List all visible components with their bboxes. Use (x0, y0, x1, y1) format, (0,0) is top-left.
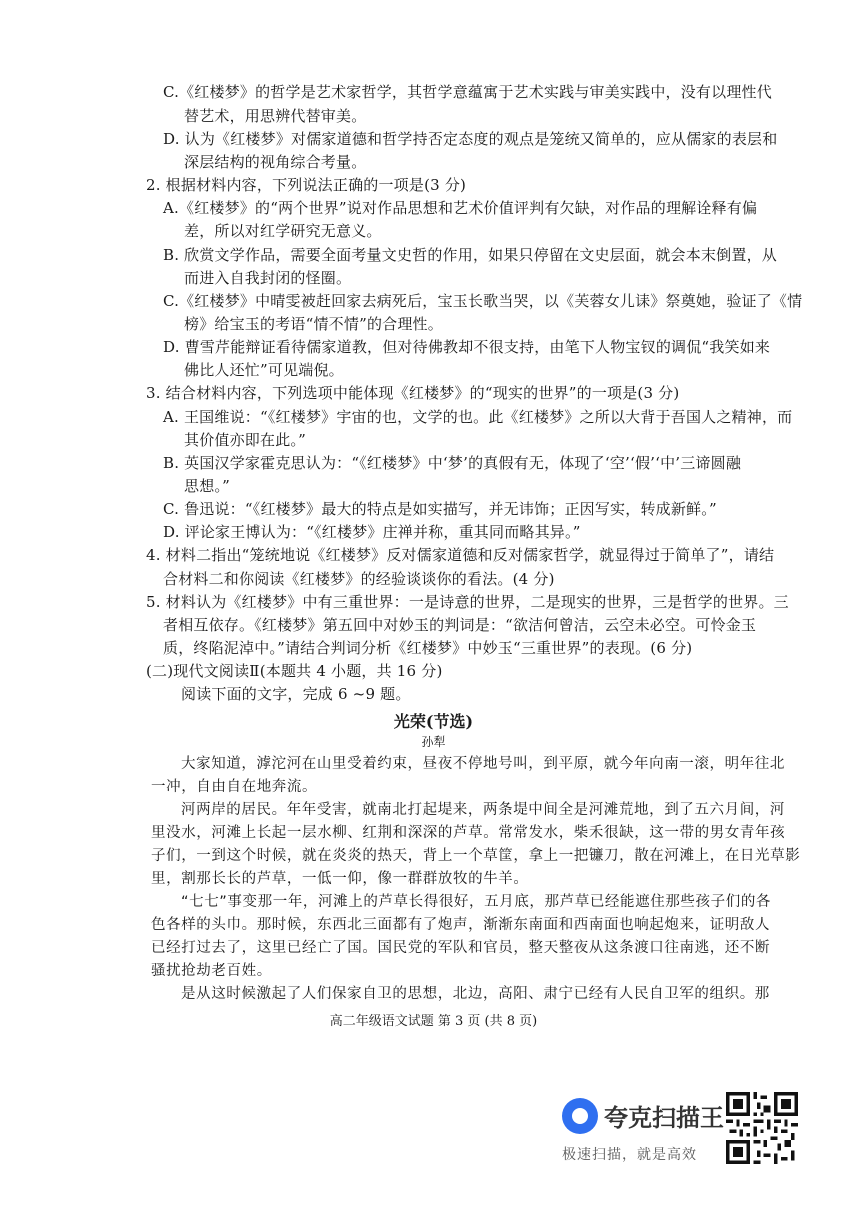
quark-scanner-logo-icon (562, 1098, 598, 1134)
story-title: 光荣(节选) (393, 712, 474, 731)
q3-option-c: C. 鲁迅说：“《红楼梦》最大的特点是如实描写，并无讳饰；正因写实，转成新鲜。” (163, 500, 717, 518)
story-paragraph-1-cont: 一冲，自由自在地奔流。 (151, 779, 318, 795)
q3-option-b: B. 英国汉学家霍克思认为：“《红楼梦》中‘梦’的真假有无，体现了‘空’‘假’‘中’三谛圆融 (163, 454, 742, 472)
story-paragraph-2-cont-3: 里，割那长长的芦草，一低一仰，像一群群放牧的牛羊。 (151, 871, 529, 887)
q1-option-d-cont: 深层结构的视角综合考量。 (184, 153, 367, 171)
q2-option-b: B. 欣赏文学作品，需要全面考量文史哲的作用，如果只停留在文史层面，就会本末倒置，从 (163, 246, 777, 264)
scanner-watermark (560, 1092, 800, 1170)
q5-stem-cont-2: 质，终陷泥淖中。”请结合判词分析《红楼梦》中妙玉“三重世界”的表现。(6 分) (163, 639, 693, 657)
story-paragraph-3-cont-3: 骚扰抢劫老百姓。 (151, 963, 272, 979)
story-paragraph-3-cont-1: 色各样的头巾。那时候，东西北三面都有了炮声，渐渐东南面和西南面也响起炮来，证明敌人 (151, 917, 771, 933)
story-paragraph-3: “七七”事变那一年，河滩上的芦草长得很好，五月底，那芦草已经能遮住那些孩子们的各 (181, 894, 772, 910)
watermark-title: 夸克扫描王 (604, 1104, 724, 1132)
q3-option-d: D. 评论家王博认为：“《红楼梦》庄禅并称，重其同而略其异。” (163, 523, 581, 541)
q1-option-c: C.《红楼梦》的哲学是艺术家哲学，其哲学意蕴寓于艺术实践与审美实践中，没有以理性代 (163, 83, 772, 101)
page-footer: 高二年级语文试题 第 3 页 (共 8 页) (329, 1014, 538, 1029)
q3-stem: 3. 结合材料内容，下列选项中能体现《红楼梦》的“现实的世界”的一项是(3 分) (146, 384, 680, 402)
q2-option-d: D. 曹雪芹能辩证看待儒家道教，但对待佛教却不很支持，由笔下人物宝钗的调侃“我笑如来 (163, 338, 771, 356)
qr-code-icon (726, 1092, 798, 1164)
q1-option-c-cont: 替艺术，用思辨代替审美。 (184, 107, 367, 125)
story-paragraph-4: 是从这时候激起了人们保家自卫的思想，北边，高阳、肃宁已经有人民自卫军的组织。那 (181, 986, 770, 1002)
q2-option-a-cont: 差，所以对红学研究无意义。 (184, 222, 382, 240)
watermark-slogan: 极速扫描，就是高效 (562, 1147, 697, 1163)
q2-option-a: A.《红楼梦》的“两个世界”说对作品思想和艺术价值评判有欠缺，对作品的理解诠释有偏 (163, 199, 758, 217)
story-paragraph-2-cont-1: 里没水，河滩上长起一层水柳、红荆和深深的芦草。常常发水，柴禾很缺，这一带的男女青年孩 (151, 825, 786, 841)
story-paragraph-3-cont-2: 已经打过去了，这里已经亡了国。国民党的军队和官员，整天整夜从这条渡口往南逃，还不断 (151, 940, 771, 956)
section-2-instruction: 阅读下面的文字，完成 6 ~9 题。 (181, 685, 411, 703)
section-2-heading: (二)现代文阅读Ⅱ(本题共 4 小题，共 16 分) (146, 662, 443, 680)
q3-option-a: A. 王国维说：“《红楼梦》宇宙的也，文学的也。此《红楼梦》之所以大背于吾国人之精神，而 (163, 408, 793, 426)
q1-option-d: D. 认为《红楼梦》对儒家道德和哲学持否定态度的观点是笼统又简单的，应从儒家的表层和 (163, 130, 778, 148)
q2-option-c: C.《红楼梦》中晴雯被赶回家去病死后，宝玉长歌当哭，以《芙蓉女儿诔》祭奠她，验证了《情 (163, 292, 803, 310)
q5-stem: 5. 材料认为《红楼梦》中有三重世界：一是诗意的世界，二是现实的世界，三是哲学的世界。三 (146, 593, 789, 611)
q2-stem: 2. 根据材料内容，下列说法正确的一项是(3 分) (146, 176, 467, 194)
story-paragraph-2-cont-2: 子们，一到这个时候，就在炎炎的热天，背上一个草筐，拿上一把镰刀，散在河滩上，在日光草影 (151, 848, 801, 864)
story-paragraph-2: 河两岸的居民。年年受害，就南北打起堤来，两条堤中间全是河滩荒地，到了五六月间，河 (181, 802, 785, 818)
q2-option-b-cont: 而进入自我封闭的怪圈。 (184, 269, 352, 287)
q5-stem-cont-1: 者相互依存。《红楼梦》第五回中对妙玉的判词是：“欲洁何曾洁，云空未必空。可怜金玉 (163, 616, 757, 634)
q4-stem: 4. 材料二指出“笼统地说《红楼梦》反对儒家道德和反对儒家哲学，就显得过于简单了”，请结 (146, 546, 775, 564)
story-paragraph-1: 大家知道，滹沱河在山里受着约束，昼夜不停地号叫，到平原，就今年向南一滚，明年往北 (181, 756, 785, 772)
story-author: 孙犁 (421, 735, 446, 749)
q3-option-a-cont: 其价值亦即在此。” (184, 431, 306, 449)
q2-option-c-cont: 榜》给宝玉的考语“情不情”的合理性。 (184, 315, 443, 333)
q4-stem-cont: 合材料二和你阅读《红楼梦》的经验谈谈你的看法。(4 分) (163, 570, 555, 588)
q3-option-b-cont: 思想。” (184, 477, 230, 495)
q2-option-d-cont: 佛比人还忙”可见端倪。 (184, 361, 344, 379)
